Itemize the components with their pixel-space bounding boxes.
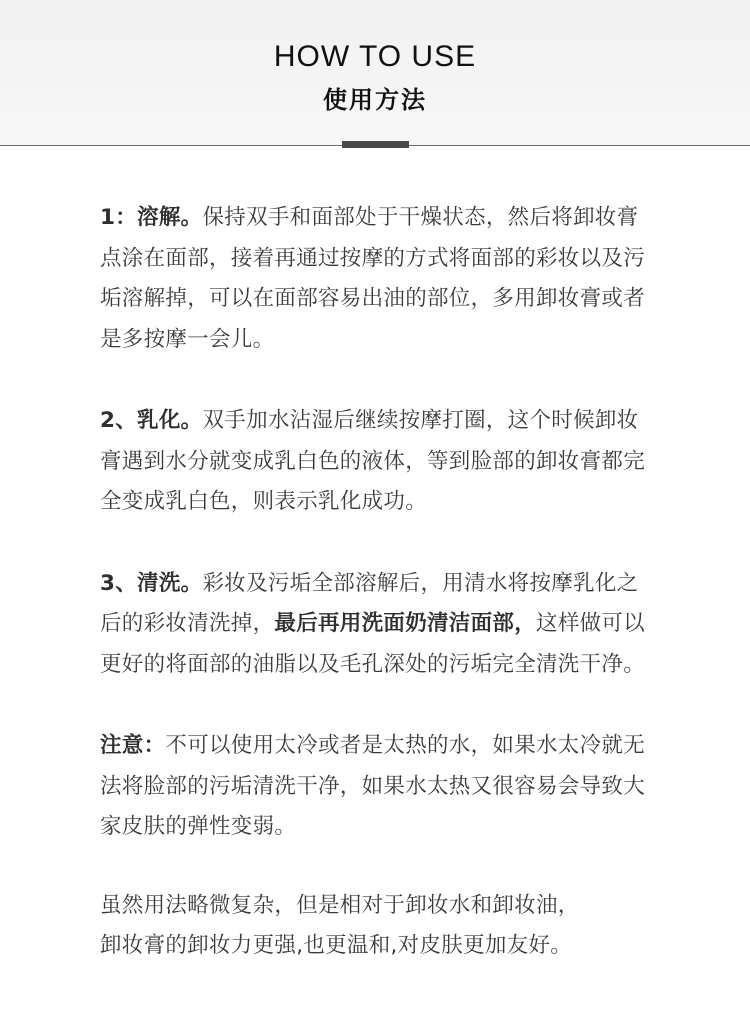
summary-paragraph (100, 886, 652, 967)
step-text: 彩妆及污垢全部溶解后，用清水将按摩乳化之后的彩妆清洗掉， (100, 570, 639, 636)
title-chinese: 使用方法 (323, 86, 427, 114)
step-text: 双手加水沾湿后继续按摩打圈，这个时候卸妆膏遇到水分就变成乳白色的液体，等到脸部的卸妆膏都完全变成乳白色，则表示乳化成功。 (100, 408, 646, 514)
instructions-body (100, 198, 652, 967)
step-dissolve (100, 198, 652, 360)
step-label: 2、乳化。 (100, 408, 203, 433)
note-label: 注意： (100, 733, 166, 758)
step-rinse (100, 564, 652, 686)
title-english: HOW TO USE (273, 40, 477, 73)
note-text: 不可以使用太冷或者是太热的水，如果水太冷就无法将脸部的污垢清洗干净，如果水太热又很容易会导致大家皮肤的弹性变弱。 (100, 733, 646, 839)
step-text: 保持双手和面部处于干燥状态，然后将卸妆膏点涂在面部，接着再通过按摩的方式将面部的彩妆以及污垢溶解掉，可以在面部容易出油的部位，多用卸妆膏或者是多按摩一会儿。 (100, 205, 646, 352)
step-text-after: 这样做可以更好的将面部的油脂以及毛孔深处的污垢完全清洗干净。 (100, 611, 646, 677)
step-label: 3、清洗。 (100, 570, 203, 596)
page-header (0, 0, 750, 145)
step-emulsify (100, 401, 652, 523)
summary-line-1: 虽然用法略微复杂，但是相对于卸妆水和卸妆油， (100, 892, 580, 918)
header-divider-accent (342, 141, 409, 148)
summary-line-2: 卸妆膏的卸妆力更强,也更温和,对皮肤更加友好。 (100, 933, 573, 958)
step-label: 1：溶解。 (100, 205, 203, 230)
step-emphasis: 最后再用洗面奶清洁面部， (274, 611, 537, 636)
note-paragraph (100, 726, 652, 848)
